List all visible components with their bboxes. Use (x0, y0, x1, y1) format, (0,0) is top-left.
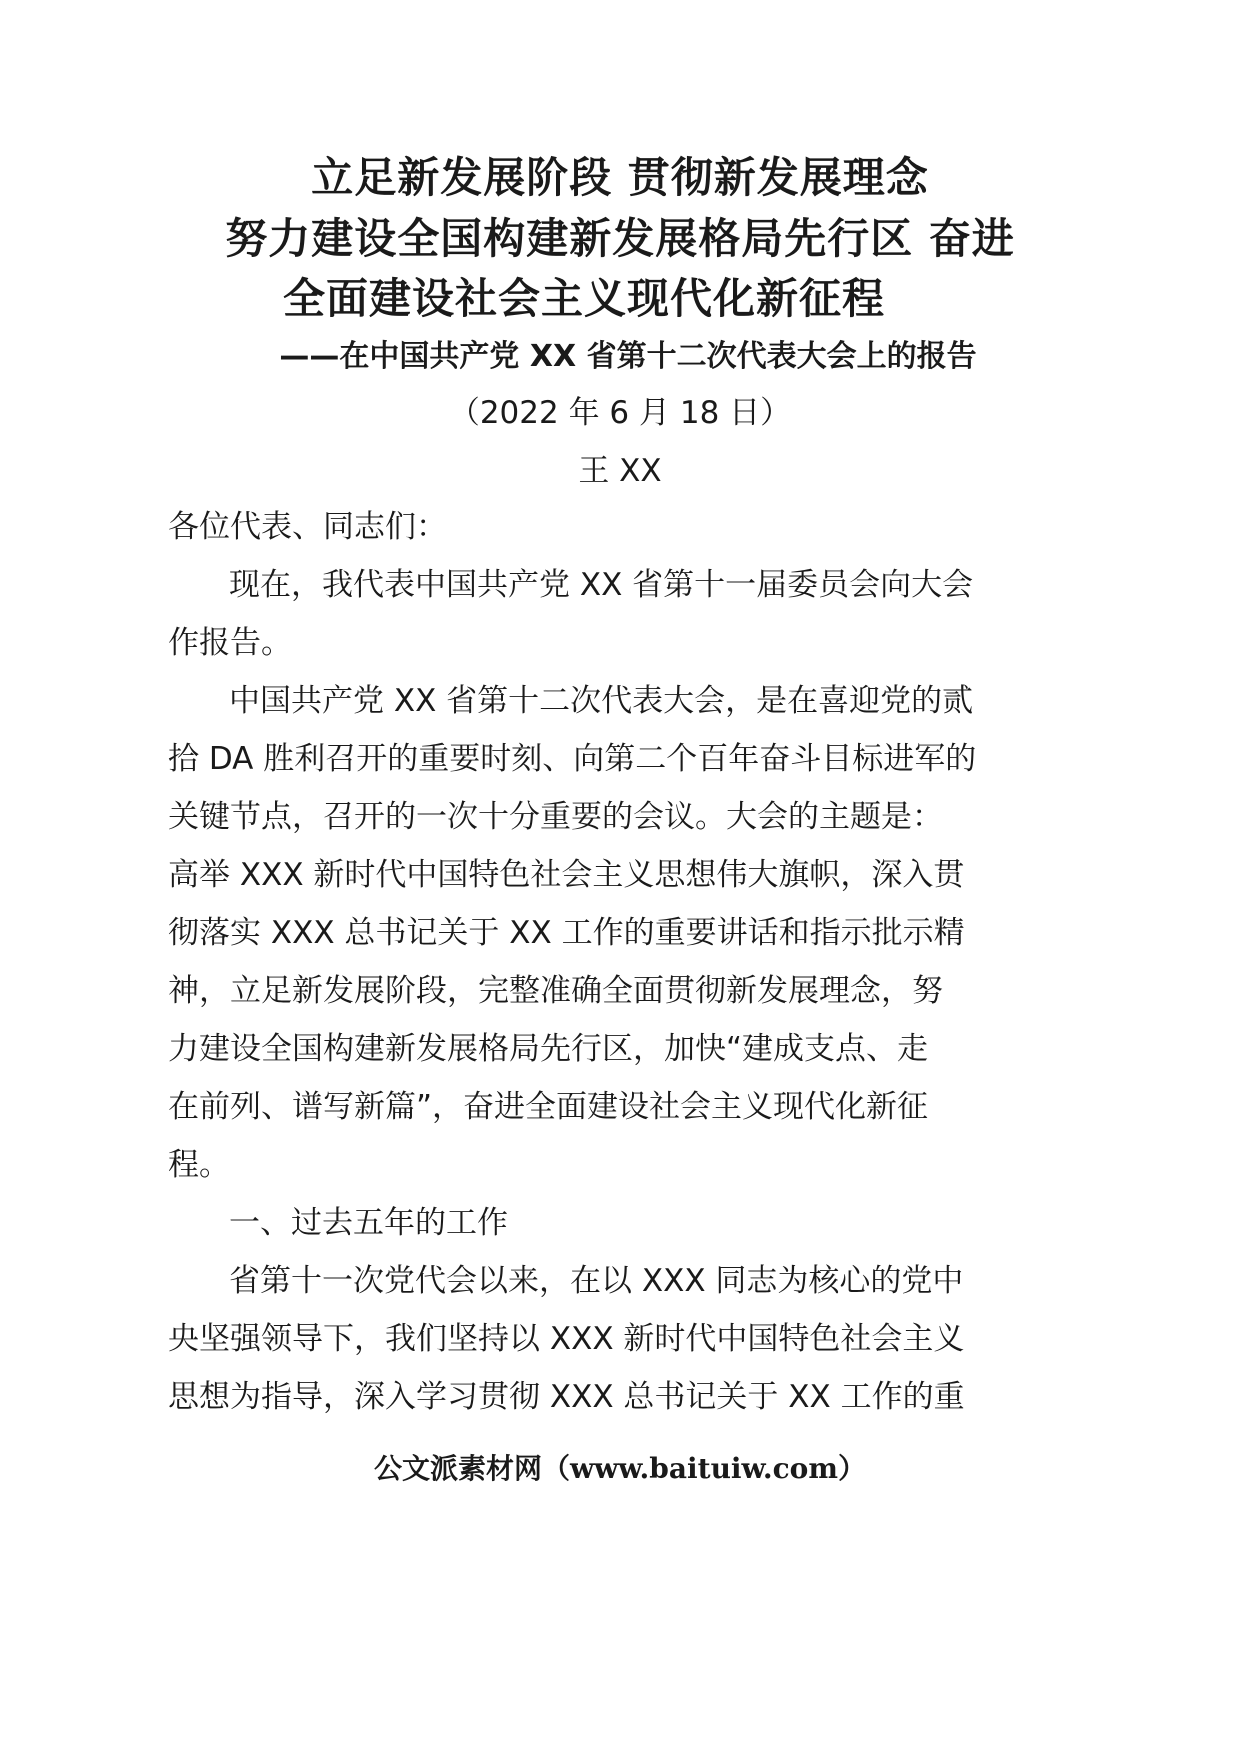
body-line: 彻落实 XXX 总书记关于 XX 工作的重要讲话和指示批示精 (168, 915, 965, 951)
body-line: 关键节点，召开的一次十分重要的会议。大会的主题是： (168, 799, 943, 835)
body-line: 力建设全国构建新发展格局先行区，加快“建成支点、走 (168, 1031, 929, 1067)
body-line: 程。 (168, 1147, 230, 1183)
body-line: 现在，我代表中国共产党 XX 省第十一届委员会向大会 (229, 567, 974, 603)
title-line-1: 立足新发展阶段 贯彻新发展理念 (311, 153, 929, 202)
title-line-2: 努力建设全国构建新发展格局先行区 奋进 (225, 214, 1015, 263)
body-line: 高举 XXX 新时代中国特色社会主义思想伟大旗帜，深入贯 (168, 857, 965, 893)
salutation: 各位代表、同志们： (168, 509, 447, 545)
body-line: 中国共产党 XX 省第十二次代表大会，是在喜迎党的贰 (229, 683, 974, 719)
body-line: 央坚强领导下，我们坚持以 XXX 新时代中国特色社会主义 (168, 1321, 965, 1357)
body-line: 在前列、谱写新篇”，奋进全面建设社会主义现代化新征 (168, 1089, 929, 1125)
author: 王 XX (578, 453, 662, 489)
section-heading: 一、过去五年的工作 (229, 1205, 508, 1241)
title-line-3: 全面建设社会主义现代化新征程 (282, 274, 885, 323)
footer-source: 公文派素材网（www.baituiw.com） (374, 1452, 866, 1485)
body-line: 思想为指导，深入学习贯彻 XXX 总书记关于 XX 工作的重 (168, 1379, 965, 1415)
body-line: 神，立足新发展阶段，完整准确全面贯彻新发展理念，努 (168, 973, 943, 1009)
body-line: 作报告。 (168, 625, 292, 661)
body-line: 省第十一次党代会以来，在以 XXX 同志为核心的党中 (229, 1263, 964, 1299)
subtitle: ——在中国共产党 XX 省第十二次代表大会上的报告 (279, 339, 977, 374)
body-line: 拾 DA 胜利召开的重要时刻、向第二个百年奋斗目标进军的 (168, 741, 977, 777)
report-date: （2022 年 6 月 18 日） (448, 395, 792, 431)
